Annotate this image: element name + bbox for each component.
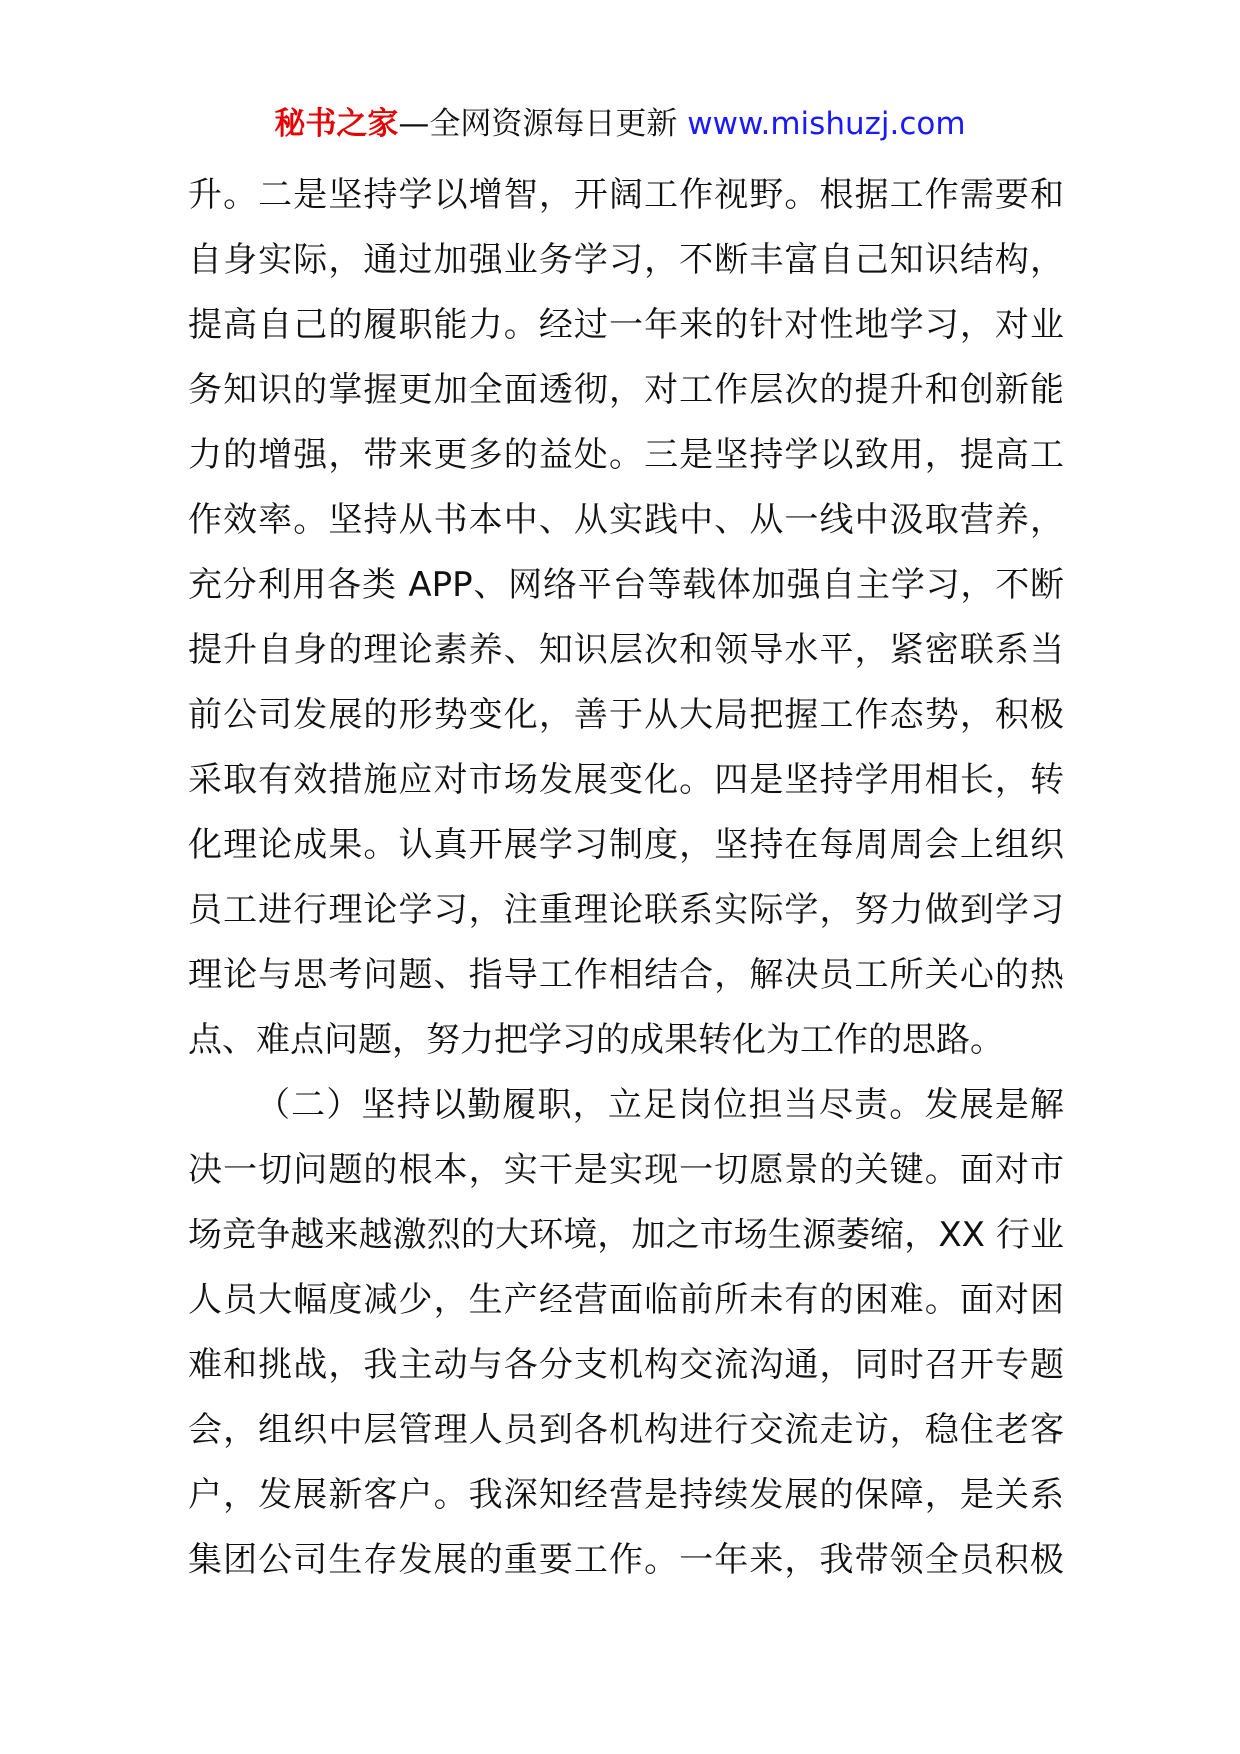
text-line: 人员大幅度减少，生产经营面临前所未有的困难。面对困	[188, 1280, 1064, 1320]
text-line: 场竞争越来越激烈的大环境，加之市场生源萎缩，XX 行业	[188, 1215, 1064, 1255]
text-line: 理论与思考问题、指导工作相结合，解决员工所关心的热	[188, 955, 1064, 995]
text-line: 决一切问题的根本，实干是实现一切愿景的关键。面对市	[188, 1150, 1064, 1190]
text-line: 采取有效措施应对市场发展变化。四是坚持学用相长，转	[188, 760, 1064, 800]
text-line: 提升自身的理论素养、知识层次和领导水平，紧密联系当	[188, 630, 1064, 670]
text-line: 户，发展新客户。我深知经营是持续发展的保障，是关系	[188, 1475, 1064, 1515]
text-line: 提高自己的履职能力。经过一年来的针对性地学习，对业	[188, 305, 1064, 345]
text-line: 充分利用各类 APP、网络平台等载体加强自主学习，不断	[188, 565, 1064, 605]
text-line: 自身实际，通过加强业务学习，不断丰富自己知识结构，	[188, 240, 1064, 280]
text-line: 会，组织中层管理人员到各机构进行交流走访，稳住老客	[188, 1410, 1064, 1450]
text-line: 员工进行理论学习，注重理论联系实际学，努力做到学习	[188, 890, 1064, 930]
site-tagline: —全网资源每日更新	[398, 106, 688, 142]
text-line: 化理论成果。认真开展学习制度，坚持在每周周会上组织	[188, 825, 1064, 865]
text-line: 前公司发展的形势变化，善于从大局把握工作态势，积极	[188, 695, 1064, 735]
document-body	[188, 163, 1064, 1593]
text-line: 力的增强，带来更多的益处。三是坚持学以致用，提高工	[188, 435, 1064, 475]
text-line: 升。二是坚持学以增智，开阔工作视野。根据工作需要和	[188, 175, 1064, 215]
text-line: 难和挑战，我主动与各分支机构交流沟通，同时召开专题	[188, 1345, 1064, 1385]
site-url: www.mishuzj.com	[687, 106, 966, 142]
site-brand: 秘书之家	[274, 106, 399, 142]
paragraph-start-line: （二）坚持以勤履职，立足岗位担当尽责。发展是解	[256, 1085, 1064, 1125]
text-line: 作效率。坚持从书本中、从实践中、从一线中汲取营养，	[188, 500, 1064, 540]
paragraph-end-line: 点、难点问题，努力把学习的成果转化为工作的思路。	[188, 1020, 1004, 1060]
text-line: 集团公司生存发展的重要工作。一年来，我带领全员积极	[188, 1540, 1064, 1580]
text-line: 务知识的掌握更加全面透彻，对工作层次的提升和创新能	[188, 370, 1064, 410]
site-header	[0, 104, 1240, 144]
